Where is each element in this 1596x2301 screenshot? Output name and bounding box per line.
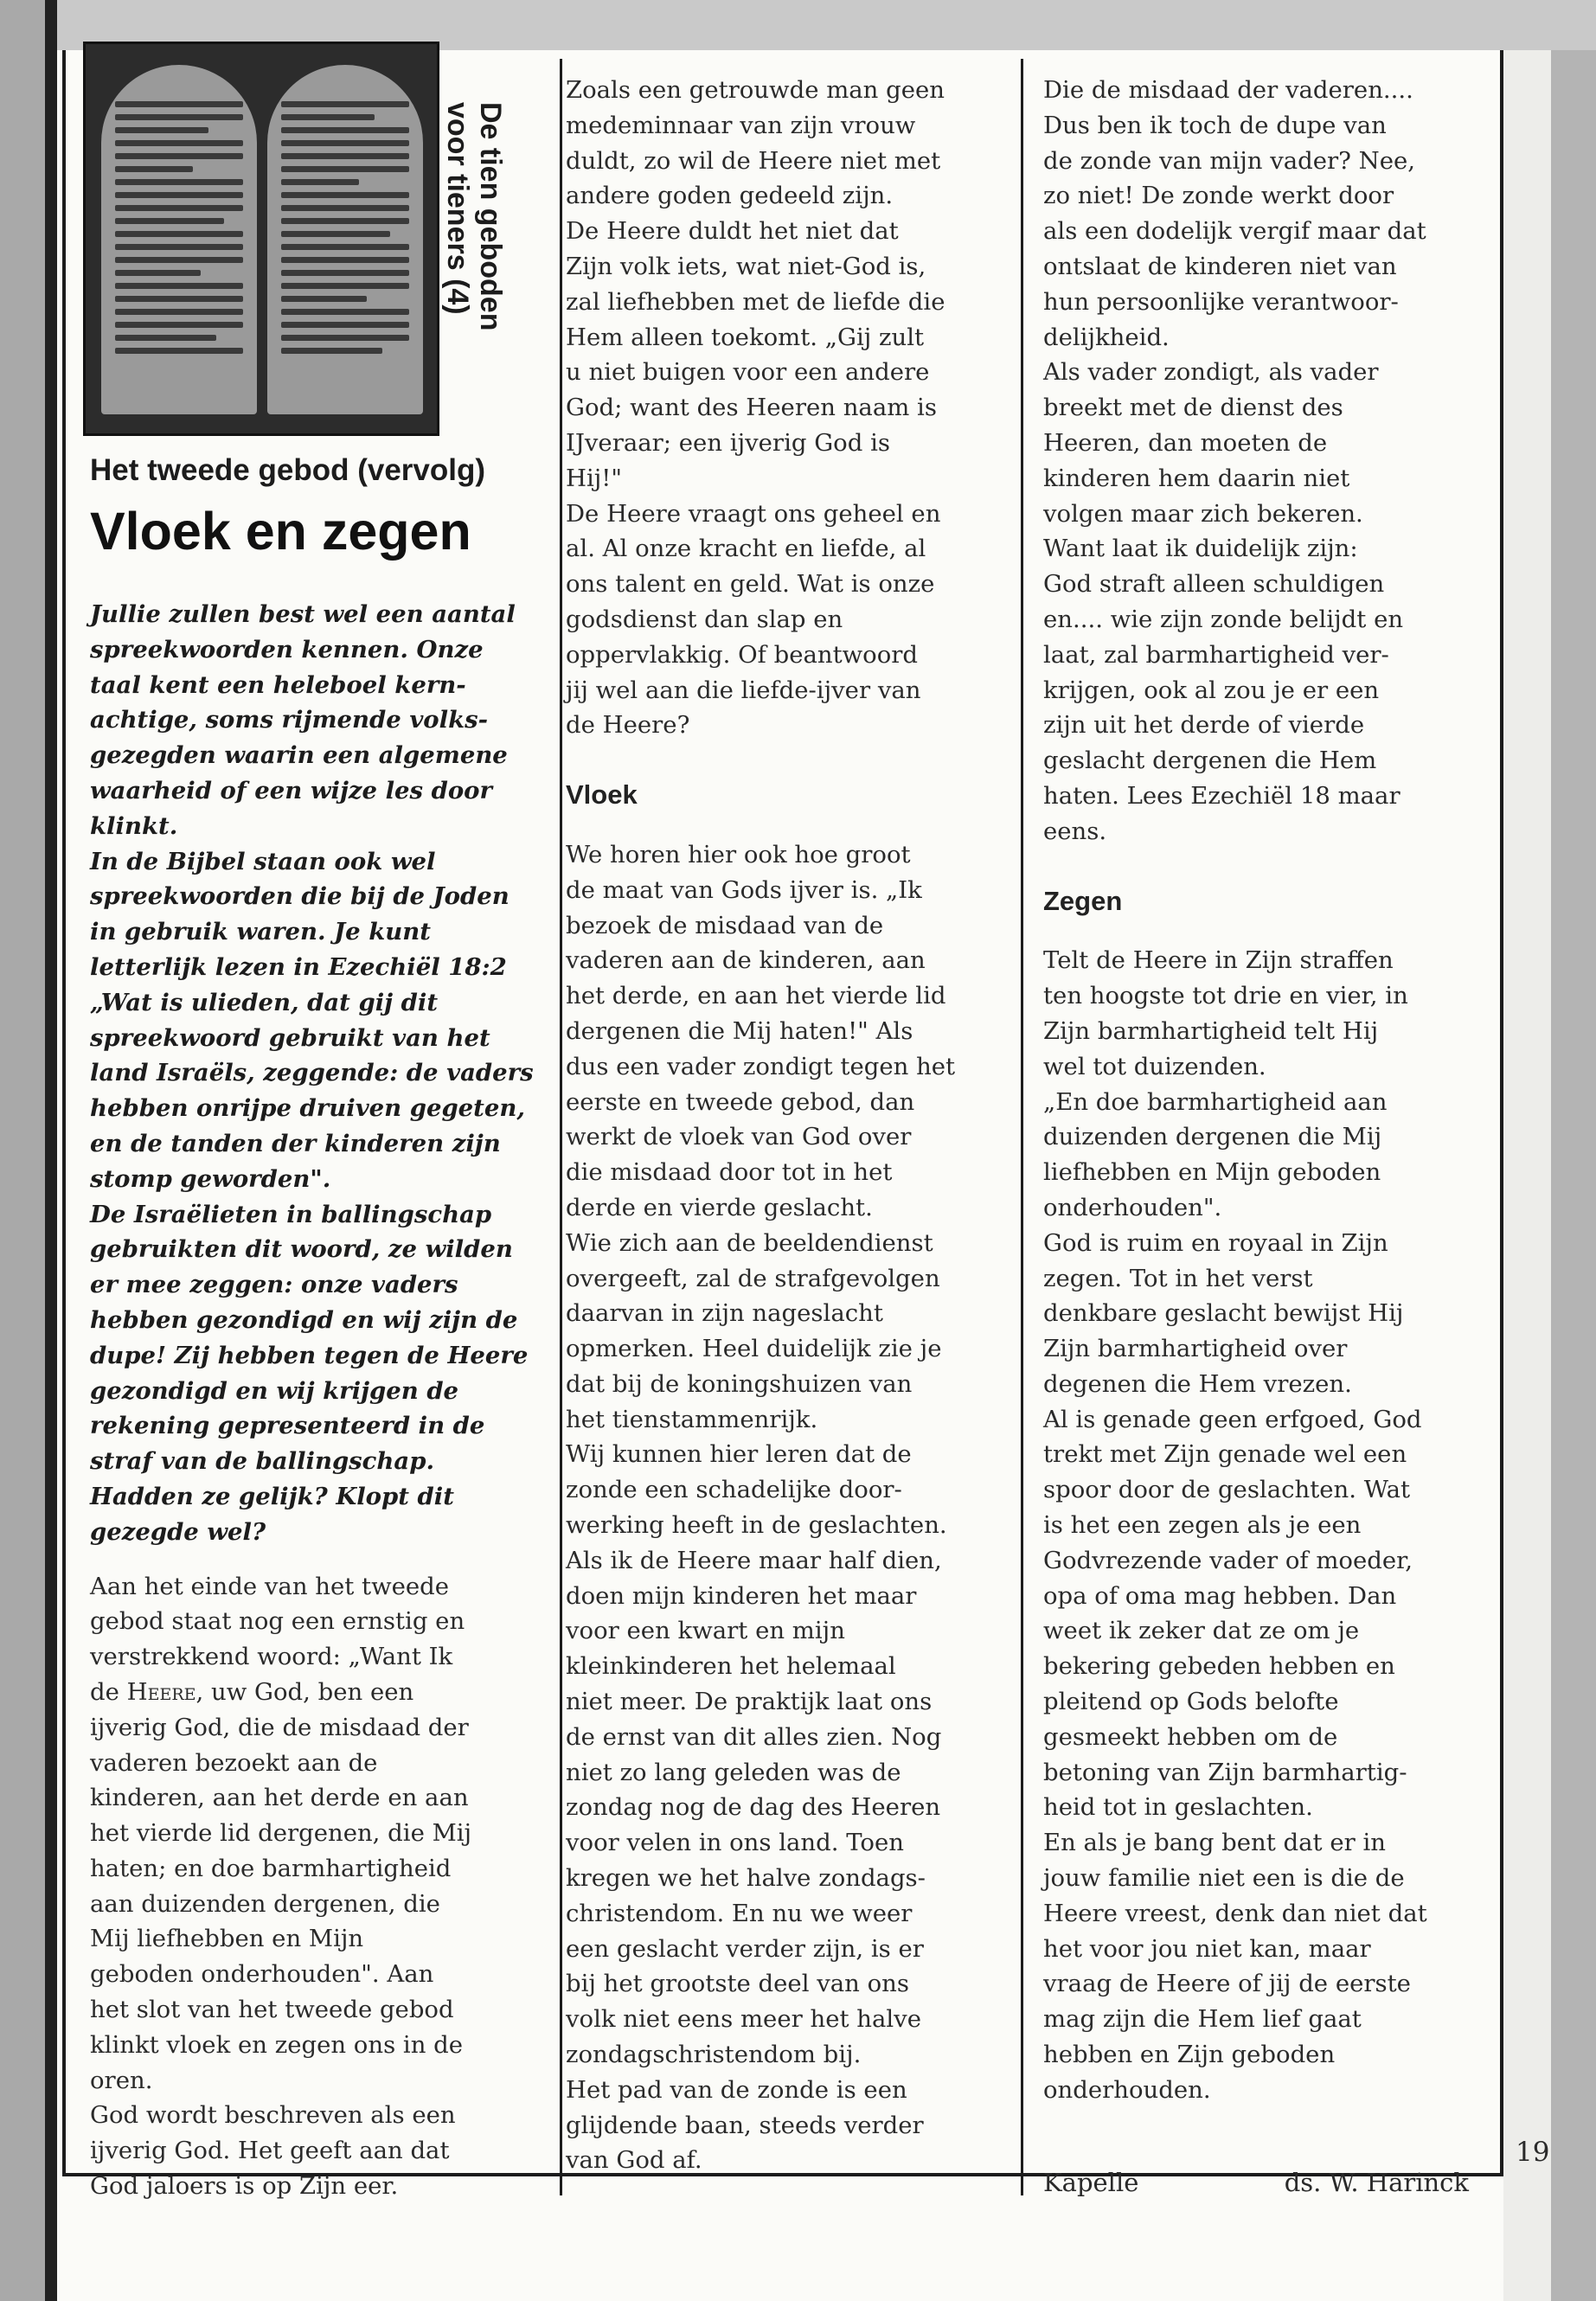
intro-line: „Wat is ulieden, dat gij dit xyxy=(90,988,439,1016)
body-line: IJveraar; een ijverig God is xyxy=(566,428,890,457)
body-line: laat, zal barmhartigheid ver- xyxy=(1043,640,1389,669)
body-line: een geslacht verder zijn, is er xyxy=(566,1934,924,1963)
body-line: dat bij de koningshuizen van xyxy=(566,1369,913,1398)
body-line: En als je bang bent dat er in xyxy=(1043,1829,1387,1857)
body-line: duizenden dergenen die Mij xyxy=(1043,1123,1382,1151)
intro-line: waarheid of een wijze les door xyxy=(90,776,493,804)
body-line: Al is genade geen erfgoed, God xyxy=(1043,1405,1422,1433)
body-line: het tienstammenrijk. xyxy=(566,1405,818,1433)
body-line: is het een zegen als je een xyxy=(1043,1511,1362,1540)
body-line: ontslaat de kinderen niet van xyxy=(1043,252,1397,280)
body-line: volk niet eens meer het halve xyxy=(566,2005,921,2034)
body-line: weet ik zeker dat ze om je xyxy=(1043,1617,1360,1645)
body-line: kregen we het halve zondags- xyxy=(566,1864,926,1893)
body-line: delijkheid. xyxy=(1043,323,1170,351)
body-line: denkbare geslacht bewijst Hij xyxy=(1043,1299,1404,1328)
body-line: Zoals een getrouwde man geen xyxy=(566,76,945,104)
column-divider-1 xyxy=(560,59,562,2195)
intro-line: achtige, soms rijmende volks- xyxy=(90,706,489,734)
body-line: God straft alleen schuldigen xyxy=(1043,570,1385,599)
intro-line: dupe! Zij hebben tegen de Heere xyxy=(90,1341,529,1369)
author: ds. W. Harinck xyxy=(1284,2168,1469,2197)
body-line: spoor door de geslachten. Wat xyxy=(1043,1476,1411,1504)
body-line: hun persoonlijke verantwoor- xyxy=(1043,287,1399,316)
scan-binding-edge xyxy=(45,0,57,2301)
intro-line: hebben gezondigd en wij zijn de xyxy=(90,1305,518,1334)
body-line: geslacht dergenen die Hem xyxy=(1043,747,1377,775)
body-line: Wij kunnen hier leren dat de xyxy=(566,1440,912,1469)
body-line: vaderen aan de kinderen, aan xyxy=(566,946,926,975)
intro-line: klinkt. xyxy=(90,811,178,840)
intro-line: land Israëls, zeggende: de vaders xyxy=(90,1059,534,1087)
column-1 xyxy=(90,597,553,2204)
body-line: We horen hier ook hoe groot xyxy=(566,840,911,868)
magazine-page xyxy=(57,50,1551,2301)
body-line: ijverig God, die de misdaad der xyxy=(90,1713,469,1741)
body-line: betoning van Zijn barmhartig- xyxy=(1043,1758,1407,1786)
body-line: De Heere duldt het niet dat xyxy=(566,217,899,246)
intro-line: spreekwoorden kennen. Onze xyxy=(90,635,484,663)
body-line: Die de misdaad der vaderen.... xyxy=(1043,76,1413,104)
body-line: het slot van het tweede gebod xyxy=(90,1996,454,2024)
body-line: bekering gebeden hebben en xyxy=(1043,1652,1395,1681)
body-line: zegen. Tot in het verst xyxy=(1043,1264,1313,1292)
body-line: u niet buigen voor een andere xyxy=(566,358,930,387)
body-line: zonde een schadelijke door- xyxy=(566,1476,902,1504)
body-line: bij het grootste deel van ons xyxy=(566,1970,909,1998)
body-line: Heere vreest, denk dan niet dat xyxy=(1043,1899,1427,1927)
body-line: trekt met Zijn genade wel een xyxy=(1043,1440,1407,1469)
body-line: jij wel aan die liefde-ijver van xyxy=(566,676,921,704)
body-line: verstrekkend woord: „Want Ik xyxy=(90,1643,453,1671)
body-line: het vierde lid dergenen, die Mij xyxy=(90,1819,472,1848)
body-line: heid tot in geslachten. xyxy=(1043,1793,1313,1822)
heading-zegen: Zegen xyxy=(1043,885,1123,916)
body-line: dus een vader zondigt tegen het xyxy=(566,1052,956,1080)
body-line: het derde, en aan het vierde lid xyxy=(566,982,946,1010)
body-line: ons talent en geld. Wat is onze xyxy=(566,570,935,599)
body-line: als een dodelijk vergif maar dat xyxy=(1043,217,1426,246)
body-line: opa of oma mag hebben. Dan xyxy=(1043,1581,1397,1610)
article-title: Vloek en zegen xyxy=(90,502,471,561)
body-line: Als ik de Heere maar half dien, xyxy=(566,1546,942,1574)
body-line: liefhebben en Mijn geboden xyxy=(1043,1158,1381,1187)
body-line: vaderen bezoekt aan de xyxy=(90,1748,378,1777)
body-line: onderhouden". xyxy=(1043,1193,1222,1221)
body-line: Mij liefhebben en Mijn xyxy=(90,1925,364,1953)
body-line: de maat van Gods ijver is. „Ik xyxy=(566,875,922,904)
body-line: Dus ben ik toch de dupe van xyxy=(1043,111,1387,139)
frame-left-rule xyxy=(62,50,66,2176)
intro-line: De Israëlieten in ballingschap xyxy=(90,1200,492,1228)
body-line: daarvan in zijn nageslacht xyxy=(566,1299,883,1328)
signoff xyxy=(1043,2168,1469,2197)
series-title xyxy=(441,102,507,330)
body-line: godsdienst dan slap en xyxy=(566,605,843,633)
body-line: Zijn volk iets, wat niet-God is, xyxy=(566,252,926,280)
page-number: 19 xyxy=(1516,2137,1550,2168)
text-run: de xyxy=(90,1677,127,1706)
intro-line: spreekwoorden die bij de Joden xyxy=(90,882,510,911)
body-line: geboden onderhouden". Aan xyxy=(90,1960,434,1989)
body-line: vraag de Heere of jij de eerste xyxy=(1043,1970,1411,1998)
body-line: kinderen, aan het derde en aan xyxy=(90,1784,469,1812)
text-run-smallcaps: Heere xyxy=(126,1677,196,1706)
body-line: en.... wie zijn zonde belijdt en xyxy=(1043,605,1404,633)
column-divider-2 xyxy=(1021,59,1023,2195)
body-line: God jaloers is op Zijn eer. xyxy=(90,2172,399,2201)
body-line: Zijn barmhartigheid telt Hij xyxy=(1043,1016,1379,1045)
body-line: Aan het einde van het tweede xyxy=(90,1572,450,1600)
body-line: derde en vierde geslacht. xyxy=(566,1193,873,1221)
series-title-line-2: voor tieners (4) xyxy=(441,102,474,315)
body-line: Want laat ik duidelijk zijn: xyxy=(1043,535,1358,563)
body-line: Wie zich aan de beeldendienst xyxy=(566,1228,933,1257)
body-line: al. Al onze kracht en liefde, al xyxy=(566,535,926,563)
place: Kapelle xyxy=(1043,2168,1139,2197)
intro-line: spreekwoord gebruikt van het xyxy=(90,1023,490,1052)
body-line: voor velen in ons land. Toen xyxy=(566,1829,904,1857)
intro-line: stomp geworden". xyxy=(90,1164,331,1193)
intro-line: gezegde wel? xyxy=(90,1517,266,1546)
intro-line: gebruikten dit woord, ze wilden xyxy=(90,1235,513,1264)
body-line: mag zijn die Hem lief gaat xyxy=(1043,2005,1362,2034)
body-line: zondagschristendom bij. xyxy=(566,2041,862,2069)
column-3 xyxy=(1043,73,1493,2108)
body-line: voor een kwart en mijn xyxy=(566,1617,845,1645)
series-title-line-1: De tien geboden xyxy=(474,102,507,331)
ten-commandments-tablets-image xyxy=(83,42,439,436)
body-line: glijdende baan, steeds verder xyxy=(566,2111,924,2139)
body-line: Het pad van de zonde is een xyxy=(566,2075,907,2104)
body-line: degenen die Hem vrezen. xyxy=(1043,1369,1352,1398)
column-3-body-zegen xyxy=(1043,943,1493,2107)
intro-line: gezegden waarin een algemene xyxy=(90,741,508,770)
heading-vloek: Vloek xyxy=(566,779,638,811)
body-line: het voor jou niet kan, maar xyxy=(1043,1934,1371,1963)
article-intro xyxy=(90,597,553,1550)
body-line: „En doe barmhartigheid aan xyxy=(1043,1087,1388,1116)
body-line: zijn uit het derde of vierde xyxy=(1043,711,1365,740)
body-line: jouw familie niet een is die de xyxy=(1043,1864,1405,1893)
body-line: haten. Lees Ezechiël 18 maar xyxy=(1043,781,1401,810)
text-run: , uw God, ben een xyxy=(195,1677,414,1706)
body-line: aan duizenden dergenen, die xyxy=(90,1889,440,1918)
body-line: De Heere vraagt ons geheel en xyxy=(566,499,941,528)
body-line: onderhouden. xyxy=(1043,2075,1211,2104)
body-line: eerste en tweede gebod, dan xyxy=(566,1087,915,1116)
body-line: ijverig God. Het geeft aan dat xyxy=(90,2137,450,2165)
column-2 xyxy=(566,73,1017,2178)
body-line: wel tot duizenden. xyxy=(1043,1052,1266,1080)
intro-line: In de Bijbel staan ook wel xyxy=(90,847,436,875)
intro-line: en de tanden der kinderen zijn xyxy=(90,1129,501,1157)
body-line-heere xyxy=(90,1675,553,1710)
intro-line: rekening gepresenteerd in de xyxy=(90,1412,485,1440)
body-line: oren. xyxy=(90,2066,153,2094)
body-line: medeminnaar van zijn vrouw xyxy=(566,111,916,139)
intro-line: Hadden ze gelijk? Klopt dit xyxy=(90,1482,454,1510)
body-line: gesmeekt hebben om de xyxy=(1043,1722,1338,1751)
body-line: Telt de Heere in Zijn straffen xyxy=(1043,946,1394,975)
body-line: niet meer. De praktijk laat ons xyxy=(566,1688,933,1716)
body-line: volgen maar zich bekeren. xyxy=(1043,499,1363,528)
intro-line: Jullie zullen best wel een aantal xyxy=(90,600,516,628)
body-line: Hij!" xyxy=(566,464,623,492)
body-line: kleinkinderen het helemaal xyxy=(566,1652,896,1681)
intro-line: er mee zeggen: onze vaders xyxy=(90,1271,458,1299)
body-line: oppervlakkig. Of beantwoord xyxy=(566,640,919,669)
body-line: de ernst van dit alles zien. Nog xyxy=(566,1722,942,1751)
body-line: bezoek de misdaad van de xyxy=(566,911,884,939)
body-line: breekt met de dienst des xyxy=(1043,394,1343,422)
body-line: duldt, zo wil de Heere niet met xyxy=(566,146,941,175)
body-line: Als vader zondigt, als vader xyxy=(1043,358,1379,387)
body-line: God wordt beschreven als een xyxy=(90,2101,456,2130)
body-line: de zonde van mijn vader? Nee, xyxy=(1043,146,1416,175)
frame-right-rule xyxy=(1500,50,1503,2176)
intro-line: taal kent een heleboel kern- xyxy=(90,670,466,699)
column-1-body-continued xyxy=(90,1710,553,2204)
body-line: doen mijn kinderen het maar xyxy=(566,1581,917,1610)
body-line: Heeren, dan moeten de xyxy=(1043,428,1328,457)
body-line: werkt de vloek van God over xyxy=(566,1123,912,1151)
intro-line: gezondigd en wij krijgen de xyxy=(90,1376,459,1405)
body-line: pleitend op Gods belofte xyxy=(1043,1688,1339,1716)
intro-line: in gebruik waren. Je kunt xyxy=(90,918,431,946)
body-line: werking heeft in de geslachten. xyxy=(566,1511,947,1540)
body-line: dergenen die Mij haten!" Als xyxy=(566,1016,913,1045)
article-kicker: Het tweede gebod (vervolg) xyxy=(90,453,486,487)
body-line: opmerken. Heel duidelijk zie je xyxy=(566,1335,942,1363)
body-line: zondag nog de dag des Heeren xyxy=(566,1793,941,1822)
body-line: gebod staat nog een ernstig en xyxy=(90,1607,465,1636)
body-line: niet zo lang geleden was de xyxy=(566,1758,901,1786)
intro-line: letterlijk lezen in Ezechiël 18:2 xyxy=(90,952,507,981)
body-line: God; want des Heeren naam is xyxy=(566,394,937,422)
body-line: kinderen hem daarin niet xyxy=(1043,464,1350,492)
tablet-left xyxy=(101,65,257,414)
body-line: van God af. xyxy=(566,2146,702,2175)
body-line: zo niet! De zonde werkt door xyxy=(1043,182,1394,210)
body-line: zal liefhebben met de liefde die xyxy=(566,287,945,316)
column-2-body-vloek xyxy=(566,837,1017,2178)
body-line: hebben en Zijn geboden xyxy=(1043,2041,1336,2069)
body-line: ten hoogste tot drie en vier, in xyxy=(1043,982,1408,1010)
intro-line: hebben onrijpe druiven gegeten, xyxy=(90,1094,525,1123)
column-2-body xyxy=(566,73,1017,743)
column-3-body xyxy=(1043,73,1493,849)
body-line: God is ruim en royaal in Zijn xyxy=(1043,1228,1388,1257)
page-right-margin xyxy=(1503,50,1551,2301)
body-line: haten; en doe barmhartigheid xyxy=(90,1854,452,1882)
body-line: klinkt vloek en zegen ons in de xyxy=(90,2030,464,2059)
body-line: Hem alleen toekomt. „Gij zult xyxy=(566,323,925,351)
body-line: krijgen, ook al zou je er een xyxy=(1043,676,1380,704)
body-line: Godvrezende vader of moeder, xyxy=(1043,1546,1413,1574)
body-line: overgeeft, zal de strafgevolgen xyxy=(566,1264,940,1292)
body-line: de Heere? xyxy=(566,711,690,740)
body-line: die misdaad door tot in het xyxy=(566,1158,893,1187)
column-1-body xyxy=(90,1569,553,1675)
tablet-right xyxy=(267,65,423,414)
body-line: eens. xyxy=(1043,817,1107,845)
intro-line: straf van de ballingschap. xyxy=(90,1447,435,1476)
body-line: andere goden gedeeld zijn. xyxy=(566,182,894,210)
scan-left-band xyxy=(0,0,45,2301)
body-line: christendom. En nu we weer xyxy=(566,1899,913,1927)
body-line: Zijn barmhartigheid over xyxy=(1043,1335,1348,1363)
